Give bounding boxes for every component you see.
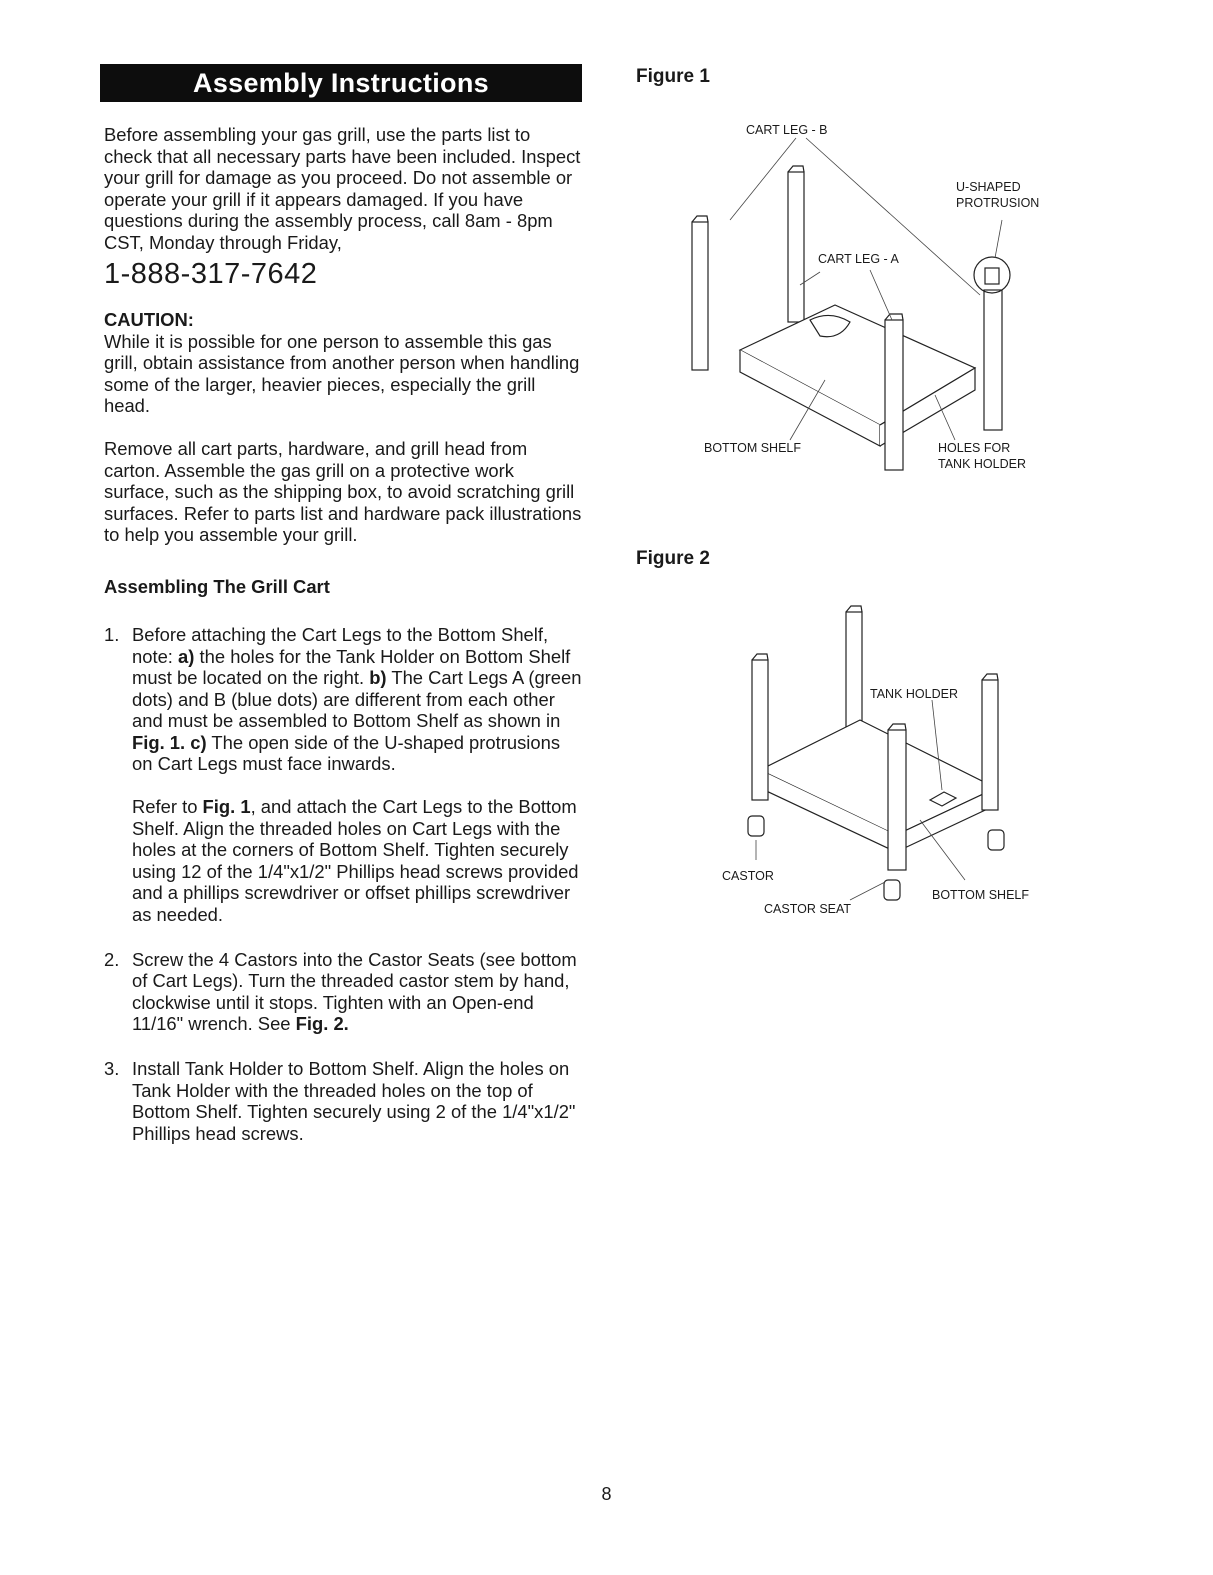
- leg-cap: [788, 166, 804, 172]
- step-1-refer: [132, 796, 582, 926]
- step-text: the holes for the Tank Holder on Bottom Shelf must be located on the right.: [132, 645, 571, 689]
- phone-number: 1-888-317-7642: [104, 257, 318, 290]
- callout-cart-leg-a: CART LEG - A: [818, 252, 899, 266]
- leader-line: [730, 138, 796, 220]
- step-text: Refer to: [132, 796, 198, 818]
- page-number: 8: [601, 1484, 612, 1504]
- leader-line: [806, 138, 980, 295]
- step-item: [104, 624, 582, 926]
- callout-castor: CASTOR: [722, 869, 774, 883]
- cart-leg: [752, 660, 768, 800]
- callout-cart-leg-b: CART LEG - B: [746, 123, 828, 137]
- section-heading: Assembling The Grill Cart: [104, 575, 330, 597]
- step-text: Install Tank Holder to Bottom Shelf. Align the holes on Tank Holder with the threaded holes on the top of Bottom Shelf. Tighten securely using 2 of the 1/4"x1/2" Phillips head screws.: [132, 1058, 576, 1144]
- step-1-body: [132, 624, 582, 775]
- leg-cap: [982, 674, 998, 680]
- step-number: 1.: [104, 623, 120, 645]
- step-label: b): [369, 667, 387, 689]
- leader-line: [850, 882, 885, 900]
- callout-castor-seat: CASTOR SEAT: [764, 902, 852, 916]
- figure-reference: Fig. 2.: [295, 1013, 349, 1035]
- leg-cap: [885, 314, 903, 320]
- figure-1-label: Figure 1: [636, 66, 710, 87]
- callout-bottom-shelf: BOTTOM SHELF: [932, 888, 1030, 902]
- left-column: [104, 64, 582, 1167]
- figure-reference: Fig. 1.: [132, 731, 186, 753]
- step-number: 2.: [104, 948, 120, 970]
- castor: [748, 816, 764, 836]
- step-text: Before attaching the Cart Legs to the Bottom Shelf, note:: [132, 623, 549, 667]
- step-number: 3.: [104, 1058, 120, 1079]
- callout-protrusion: PROTRUSION: [956, 196, 1040, 210]
- step-item: [104, 949, 582, 1035]
- leader-line: [995, 220, 1002, 258]
- leg-cap: [692, 216, 708, 222]
- cart-leg: [982, 680, 998, 810]
- caution-paragraph: While it is possible for one person to assemble this gas grill, obtain assistance from another person when handling some of the larger, heavier pieces, especially the grill head.: [104, 330, 580, 417]
- step-text: , and attach the Cart Legs to the Bottom Shelf. Align the threaded holes on Cart Legs with the holes at the corners of Bottom Shelf. Tighten securely using 12 of the 1/4"x1/2" Phillips head screws provided and a phillips screwdriver or offset phillips screwdriver as needed.: [132, 796, 579, 926]
- cart-leg: [846, 612, 862, 732]
- callout-bottom-shelf: BOTTOM SHELF: [704, 441, 802, 455]
- remove-paragraph: Remove all cart parts, hardware, and grill head from carton. Assemble the gas grill on a protective work surface, such as the shipping box, to avoid scratching grill surfaces. Refer to parts list and hardware pack illustrations to help you assemble your grill.: [104, 437, 582, 546]
- protrusion-cap: [985, 268, 999, 284]
- callout-u-shaped: U-SHAPED: [956, 180, 1021, 194]
- cart-leg: [984, 290, 1002, 430]
- step-text: The open side of the U-shaped protrusions on Cart Legs must face inwards.: [132, 731, 561, 775]
- cart-leg: [788, 172, 804, 322]
- callout-holes-for: HOLES FOR: [938, 441, 1011, 455]
- cart-leg: [888, 730, 906, 870]
- leg-cap: [752, 654, 768, 660]
- figure-2-label: Figure 2: [636, 548, 710, 569]
- leg-cap: [888, 724, 906, 730]
- section-banner: Assembly Instructions: [100, 64, 582, 102]
- castor: [884, 880, 900, 900]
- callout-tank-holder: TANK HOLDER: [938, 457, 1026, 471]
- intro-paragraph: Before assembling your gas grill, use the parts list to check that all necessary parts have been included. Inspect your grill for damage as you proceed. Do not assemble or operate your grill if it appears damaged. If you have questions during the assembly process, call 8am - 8pm CST, Monday through Friday,: [104, 124, 581, 253]
- castor: [988, 830, 1004, 850]
- step-item: [104, 1058, 582, 1144]
- step-text: Screw the 4 Castors into the Castor Seats (see bottom of Cart Legs). Turn the threaded castor stem by hand, clockwise until it stops. Tighten with an Open-end 11/16" wrench. See: [132, 948, 577, 1035]
- figure-reference: Fig. 1: [202, 796, 251, 818]
- callout-tank-holder: TANK HOLDER: [870, 687, 958, 701]
- leg-cap: [846, 606, 862, 612]
- step-label: c): [190, 731, 207, 753]
- steps-list: [104, 624, 582, 1144]
- step-label: a): [178, 645, 195, 667]
- leader-line: [870, 270, 892, 320]
- figure-2-diagram: [700, 590, 1080, 930]
- cart-leg: [692, 222, 708, 370]
- cart-leg: [885, 320, 903, 470]
- step-text: The Cart Legs A (green dots) and B (blue dots) are different from each other and must be assembled to Bottom Shelf as shown in: [132, 667, 582, 732]
- figure-1-diagram: [670, 110, 1090, 490]
- caution-heading: CAUTION:: [104, 308, 194, 330]
